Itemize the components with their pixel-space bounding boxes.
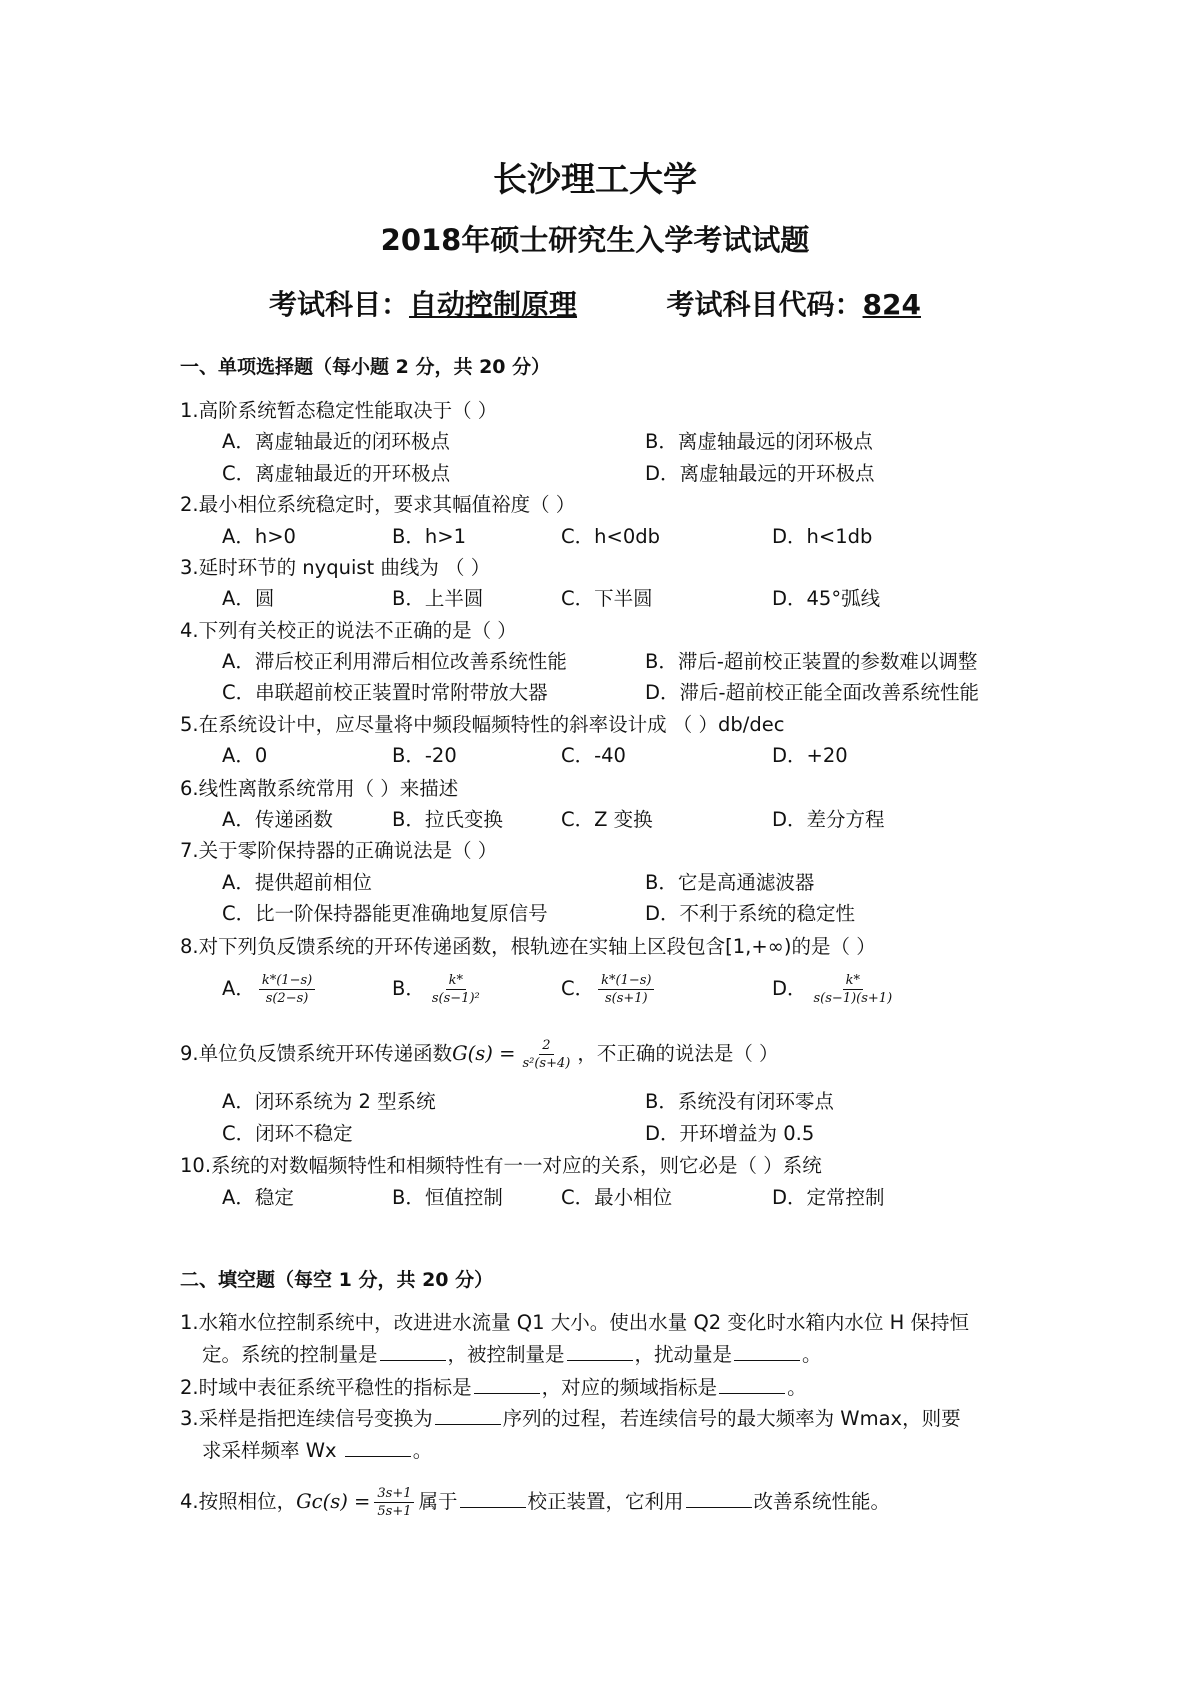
- subject-label: 考试科目：: [269, 288, 410, 321]
- option-d: D．差分方程: [772, 808, 885, 831]
- option-b: B．离虚轴最远的闭环极点: [645, 430, 873, 453]
- option-c: C．闭环不稳定: [222, 1122, 353, 1145]
- text-segment: 3.采样是指把连续信号变换为: [180, 1407, 433, 1430]
- option-c: C．比一阶保持器能更准确地复原信号: [222, 902, 548, 925]
- answer-blank: [719, 1375, 785, 1394]
- text-segment: 1.水箱水位控制系统中，改进进水流量 Q1 大小。使出水量 Q2 变化时水箱内水位 H 保持恒: [180, 1311, 969, 1334]
- question-text: 6.线性离散系统常用（ ）来描述: [180, 777, 459, 800]
- option-d: D．+20: [772, 744, 848, 767]
- option-d: D．定常控制: [772, 1186, 885, 1209]
- function-name: Gc(s) =: [296, 1490, 371, 1513]
- question-text: 4.下列有关校正的说法不正确的是（ ）: [180, 619, 517, 642]
- answer-blank: [435, 1406, 501, 1425]
- option-a: A．提供超前相位: [222, 871, 372, 894]
- option-d: D．不利于系统的稳定性: [645, 902, 856, 925]
- option-a: A．h>0: [222, 525, 296, 548]
- code-label: 考试科目代码：: [666, 288, 863, 321]
- question-text: 7.关于零阶保持器的正确说法是（ ）: [180, 839, 498, 862]
- option-c: C．-40: [561, 744, 626, 767]
- option-b: B．-20: [392, 744, 457, 767]
- text-segment: 。: [412, 1439, 433, 1462]
- numerator: 2: [539, 1038, 553, 1055]
- fill-item-line: [202, 1342, 822, 1367]
- question-text: 2.最小相位系统稳定时，要求其幅值裕度（ ）: [180, 493, 576, 516]
- question-text: 5.在系统设计中，应尽量将中频段幅频特性的斜率设计成 （ ）db/dec: [180, 713, 785, 736]
- answer-blank: [474, 1375, 540, 1394]
- subject-line: [0, 283, 1190, 323]
- text-segment: 求采样频率 Wx: [202, 1439, 343, 1462]
- text-segment: ，被控制量是: [447, 1343, 565, 1366]
- option-a: A．圆: [222, 587, 275, 610]
- text-segment: 改善系统性能。: [753, 1490, 891, 1513]
- fill-item-line: [180, 1375, 807, 1400]
- option-a: A．闭环系统为 2 型系统: [222, 1090, 436, 1113]
- answer-blank: [380, 1342, 446, 1361]
- text-segment: 校正装置，它利用: [527, 1490, 684, 1513]
- option-d: D．h<1db: [772, 525, 873, 548]
- option-a: A．离虚轴最近的闭环极点: [222, 430, 450, 453]
- question-text: 1.高阶系统暂态稳定性能取决于（ ）: [180, 399, 498, 422]
- answer-blank: [567, 1342, 633, 1361]
- option-label: D．: [772, 977, 807, 1000]
- text-segment: 属于: [418, 1490, 458, 1513]
- option-a: A．传递函数: [222, 808, 333, 831]
- question-prefix: 9.单位负反馈系统开环传递函数: [180, 1042, 453, 1065]
- denominator: 5s+1: [377, 1504, 412, 1519]
- option-b: B．上半圆: [392, 587, 484, 610]
- denominator: s(s−1)(s+1): [813, 991, 893, 1006]
- answer-blank: [734, 1342, 800, 1361]
- text-segment: 序列的过程，若连续信号的最大频率为 Wmax，则要: [502, 1407, 961, 1430]
- denominator: s(s−1)²: [431, 991, 480, 1006]
- answer-blank: [345, 1438, 411, 1457]
- section2-title: 二、填空题（每空 1 分，共 20 分）: [180, 1269, 494, 1291]
- option-a: [222, 973, 319, 1006]
- option-b: B．h>1: [392, 525, 466, 548]
- option-a: A．0: [222, 744, 268, 767]
- option-c: C．下半圆: [561, 587, 653, 610]
- option-b: [392, 973, 487, 1006]
- fill-item-line: [202, 1438, 432, 1463]
- denominator: s²(s+4): [522, 1056, 571, 1071]
- option-b: B．拉氏变换: [392, 808, 503, 831]
- fraction: [519, 1038, 573, 1071]
- option-c: C．离虚轴最近的开环极点: [222, 462, 451, 485]
- denominator: s(s+1): [604, 991, 648, 1006]
- subject-name: 自动控制原理: [409, 288, 578, 321]
- option-c: C．最小相位: [561, 1186, 673, 1209]
- option-a: A．滞后校正利用滞后相位改善系统性能: [222, 650, 567, 673]
- numerator: k*: [843, 973, 863, 990]
- numerator: k*(1−s): [259, 973, 315, 990]
- denominator: s(2−s): [265, 991, 309, 1006]
- university-name: 长沙理工大学: [493, 160, 697, 200]
- text-segment: 2.时域中表征系统平稳性的指标是: [180, 1376, 472, 1399]
- question-text: [180, 1038, 779, 1071]
- fraction: [598, 973, 654, 1006]
- option-d: D．开环增益为 0.5: [645, 1122, 815, 1145]
- question-text: 8.对下列负反馈系统的开环传递函数，根轨迹在实轴上区段包含[1,+∞)的是（ ）: [180, 935, 876, 958]
- option-d: D．45°弧线: [772, 587, 881, 610]
- option-b: B．系统没有闭环零点: [645, 1090, 834, 1113]
- fraction: [374, 1486, 414, 1519]
- option-b: B．滞后-超前校正装置的参数难以调整: [645, 650, 978, 673]
- numerator: k*(1−s): [598, 973, 654, 990]
- numerator: k*: [446, 973, 466, 990]
- fill-item-line: [180, 1406, 961, 1431]
- option-label: B．: [392, 977, 425, 1000]
- answer-blank: [460, 1489, 526, 1508]
- fraction: [811, 973, 896, 1006]
- fill-item-line: [180, 1311, 969, 1335]
- question-text: 10.系统的对数幅频特性和相频特性有一一对应的关系，则它必是（ ）系统: [180, 1154, 822, 1177]
- item-prefix: 4.按照相位，: [180, 1490, 297, 1513]
- section1-title: 一、单项选择题（每小题 2 分，共 20 分）: [180, 356, 551, 378]
- text-segment: 。: [787, 1376, 807, 1399]
- option-c: C．串联超前校正装置时常附带放大器: [222, 681, 548, 704]
- exam-title: 2018年硕士研究生入学考试试题: [380, 223, 810, 257]
- option-b: B．恒值控制: [392, 1186, 503, 1209]
- option-d: [772, 973, 899, 1006]
- option-c: C．Z 变换: [561, 808, 653, 831]
- text-segment: 。: [802, 1343, 822, 1366]
- option-a: A．稳定: [222, 1186, 294, 1209]
- question-suffix: ，不正确的说法是（ ）: [577, 1042, 779, 1065]
- text-segment: ，对应的频域指标是: [541, 1376, 718, 1399]
- text-segment: ，扰动量是: [634, 1343, 733, 1366]
- text-segment: 定。系统的控制量是: [202, 1343, 378, 1366]
- numerator: 3s+1: [374, 1486, 414, 1503]
- question-text: 3.延时环节的 nyquist 曲线为 （ ）: [180, 556, 491, 579]
- option-label: C．: [561, 977, 595, 1000]
- fraction: [429, 973, 483, 1006]
- option-d: D．滞后-超前校正能全面改善系统性能: [645, 681, 980, 704]
- option-d: D．离虚轴最远的开环极点: [645, 462, 875, 485]
- option-c: [561, 973, 658, 1006]
- option-label: A．: [222, 977, 255, 1000]
- fraction: [259, 973, 315, 1006]
- option-c: C．h<0db: [561, 525, 660, 548]
- subject-code: 824: [862, 288, 921, 321]
- option-b: B．它是高通滤波器: [645, 871, 815, 894]
- answer-blank: [686, 1489, 752, 1508]
- fill-item-line: [180, 1486, 890, 1519]
- function-name: G(s) =: [452, 1042, 516, 1065]
